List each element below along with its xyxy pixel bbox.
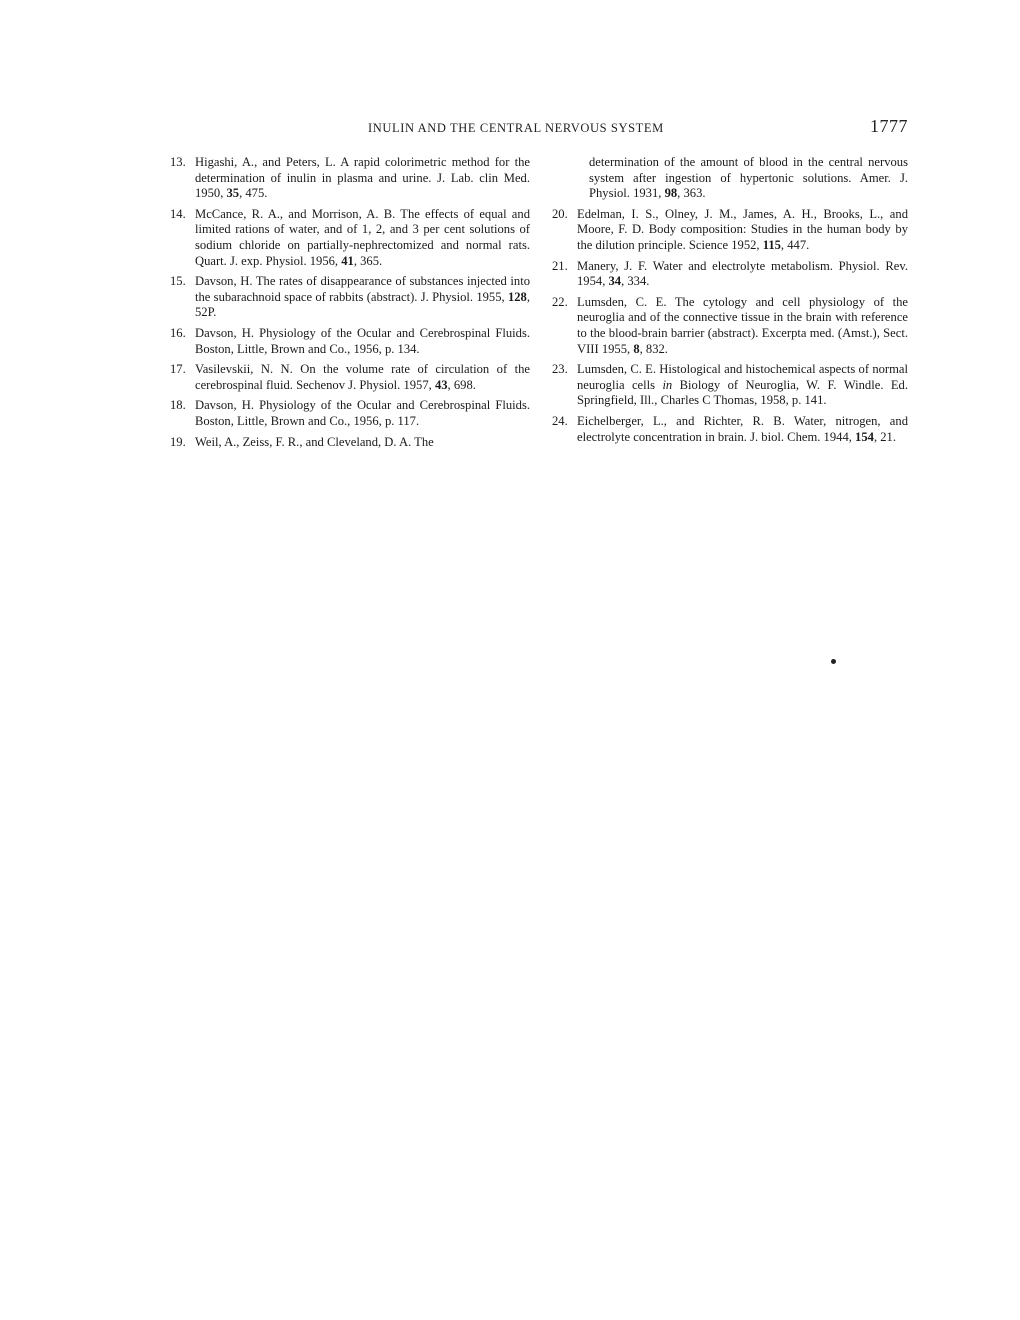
reference-13: [170, 155, 530, 202]
reference-17: [170, 362, 530, 393]
reference-23: [552, 362, 908, 409]
reference-volume: 154: [855, 429, 874, 444]
stray-dot-mark: [831, 659, 836, 664]
reference-volume: 43: [434, 377, 448, 392]
reference-pages: , 334.: [621, 274, 650, 289]
reference-text: Davson, H. Physiology of the Ocular and Cerebrospinal Fluids. Boston, Little, Brown and Co., 1956, p. 117.: [195, 398, 530, 428]
reference-18: [170, 398, 530, 429]
reference-21: [552, 259, 908, 290]
reference-pages: , 52P.: [195, 289, 530, 320]
reference-volume: 98: [664, 186, 678, 201]
reference-text-rest: Biology of Neuroglia, W. F. Windle. Ed. Springfield, Ill., Charles C Thomas, 1958, p. 141.: [577, 377, 908, 408]
running-title: INULIN AND THE CENTRAL NERVOUS SYSTEM: [368, 121, 664, 135]
reference-number: 18.: [170, 398, 186, 413]
reference-number: 13.: [170, 155, 186, 169]
reference-volume: 8: [633, 341, 640, 356]
reference-number: 15.: [170, 274, 186, 289]
reference-text: Davson, H. Physiology of the Ocular and Cerebrospinal Fluids. Boston, Little, Brown and Co., 1956, p. 134.: [195, 325, 530, 356]
reference-14: [170, 207, 530, 269]
page-number: 1777: [870, 116, 908, 136]
reference-number: 14.: [170, 206, 186, 221]
reference-number: 16.: [170, 325, 186, 340]
reference-15: [170, 274, 530, 321]
reference-volume: 115: [762, 237, 781, 252]
reference-pages: , 447.: [780, 237, 810, 252]
references-right-column: [552, 155, 908, 450]
reference-number: 17.: [170, 362, 186, 377]
reference-number: 20.: [552, 206, 568, 221]
reference-text: Lumsden, C. E. Histological and histochemical aspects of normal neuroglia cells: [577, 362, 908, 392]
reference-22: [552, 295, 908, 357]
reference-number: 24.: [552, 413, 568, 428]
reference-volume: 34: [608, 274, 622, 289]
reference-text: determination of the amount of blood in the central nervous system after ingestion of hypertonic solutions. Amer. J. Physiol. 1931,: [589, 155, 908, 201]
reference-24: [552, 414, 908, 445]
reference-volume: 128: [507, 289, 527, 304]
reference-italic-word: in: [662, 377, 673, 392]
reference-number: 19.: [170, 434, 186, 449]
reference-text: Manery, J. F. Water and electrolyte metabolism. Physiol. Rev. 1954,: [577, 258, 908, 289]
reference-pages: , 832.: [639, 341, 668, 356]
reference-text: Edelman, I. S., Olney, J. M., James, A. H., Brooks, L., and Moore, F. D. Body composition: Studies in the human body by the dilution principle. Science 1952,: [577, 206, 908, 252]
reference-text: Weil, A., Zeiss, F. R., and Cleveland, D. A. The: [195, 434, 434, 449]
reference-19: [170, 435, 530, 451]
reference-20: [552, 207, 908, 254]
reference-pages: , 363.: [677, 186, 706, 201]
reference-19-continuation: [552, 155, 908, 202]
reference-pages: , 475.: [239, 186, 268, 201]
reference-number: 22.: [552, 294, 568, 309]
reference-pages: , 698.: [447, 377, 476, 392]
reference-text: Higashi, A., and Peters, L. A rapid colorimetric method for the determination of inulin in plasma and urine. J. Lab. clin Med. 1950,: [195, 155, 530, 201]
reference-volume: 35: [226, 186, 240, 201]
reference-number: 21.: [552, 258, 568, 273]
reference-text: Vasilevskii, N. N. On the volume rate of circulation of the cerebrospinal fluid. Sechenov J. Physiol. 1957,: [195, 362, 530, 392]
reference-number: 23.: [552, 362, 568, 377]
references-left-column: [170, 155, 530, 455]
reference-pages: , 21.: [873, 429, 896, 444]
reference-text: McCance, R. A., and Morrison, A. B. The effects of equal and limited rations of water, and of 1, 2, and 3 per cent solutions of sodium chloride on partially-nephrectomized and normal rats. Quart. J. exp. Physiol. 1956,: [195, 206, 530, 268]
reference-text: Eichelberger, L., and Richter, R. B. Water, nitrogen, and electrolyte concentration in brain. J. biol. Chem. 1944,: [577, 413, 908, 444]
reference-text: Lumsden, C. E. The cytology and cell physiology of the neuroglia and of the connective tissue in the brain with reference to the blood-brain barrier (abstract). Excerpta med. (Amst.), Sect. VIII 1955,: [577, 294, 908, 356]
reference-16: [170, 326, 530, 357]
reference-volume: 41: [341, 253, 354, 268]
reference-text: Davson, H. The rates of disappearance of substances injected into the subarachnoid space of rabbits (abstract). J. Physiol. 1955,: [195, 274, 530, 304]
reference-pages: , 365.: [353, 253, 383, 268]
